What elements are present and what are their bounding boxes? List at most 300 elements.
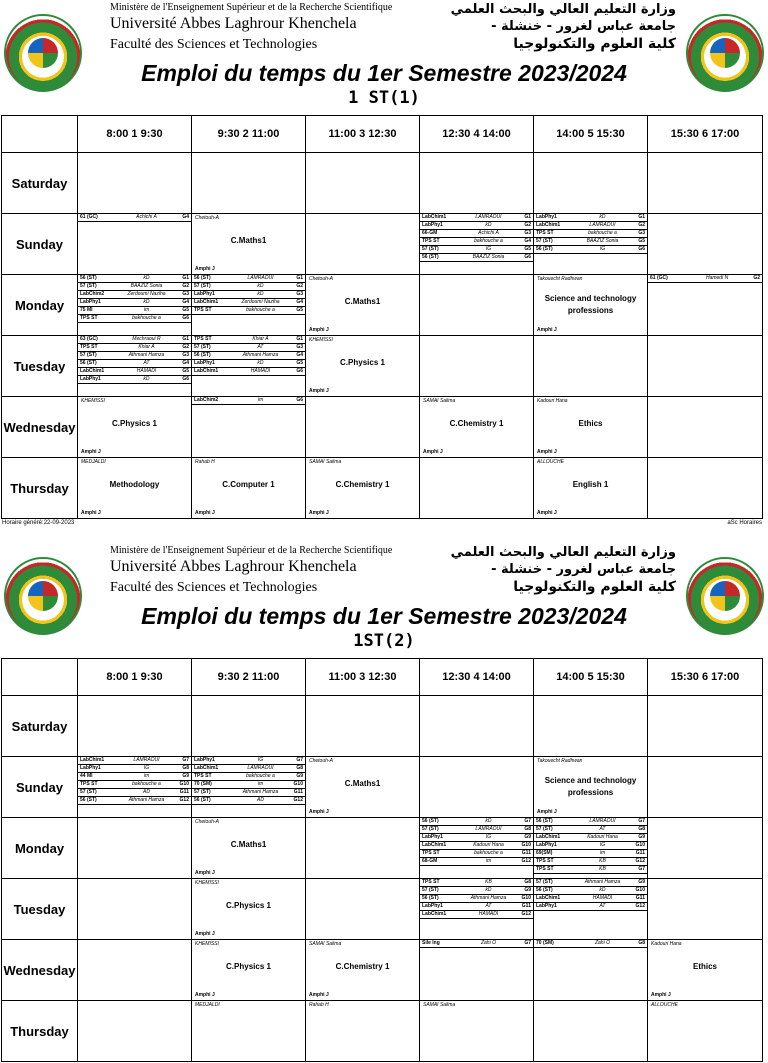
session-line [192, 352, 305, 360]
session-teacher: bakhouche a [246, 773, 275, 779]
session-teacher: Hamedi N [705, 275, 729, 281]
room-name: Amphi J [81, 510, 101, 516]
session-group: G8 [182, 765, 189, 771]
session-teacher: AD [257, 797, 264, 803]
session-group: G12 [521, 858, 531, 864]
cell-content [192, 397, 305, 457]
cell-content [534, 940, 647, 1000]
session-group: G12 [521, 911, 531, 917]
session-line [192, 275, 305, 283]
cell-content [306, 940, 419, 1000]
timetable-cell [534, 275, 648, 336]
cell-content [192, 214, 305, 274]
session-group: G8 [524, 826, 531, 832]
cell-content [648, 818, 762, 878]
session-line [78, 307, 191, 315]
session-group: G7 [524, 818, 531, 824]
session-line [192, 397, 305, 405]
session-teacher: BAAZIZ Sonia [130, 283, 163, 289]
day-label: Wednesday [2, 940, 78, 1001]
time-slot-header: 8:00 1 9:30 [78, 659, 192, 696]
cell-content [420, 1001, 533, 1061]
cell-content [420, 153, 533, 213]
header-row [2, 659, 763, 696]
teacher-name: MEDJALDI [81, 459, 106, 465]
session-teacher: IG [599, 842, 606, 848]
session-teacher: kD [143, 376, 150, 382]
course-name: C.Physics 1 [340, 358, 385, 367]
session-teacher: Khiar A [252, 336, 269, 342]
session-line [192, 360, 305, 368]
timetable-cell [648, 818, 763, 879]
teacher-name: Chetouh-A [195, 215, 219, 221]
timetable-cell [78, 757, 192, 818]
session-room: LabChim1 [194, 368, 219, 374]
cell-content [648, 336, 762, 396]
cell-content [420, 336, 533, 396]
session-line [192, 797, 305, 805]
session-room: 56 (ST) [536, 246, 553, 252]
session-teacher: im [599, 850, 606, 856]
timetable-cell [78, 879, 192, 940]
cell-content [306, 214, 419, 274]
day-row [2, 879, 763, 940]
session-group: G2 [182, 283, 189, 289]
session-teacher: AT [599, 826, 606, 832]
session-group: G4 [182, 299, 189, 305]
teacher-name: Kadouri Hana [651, 941, 682, 947]
timetable-cell [78, 818, 192, 879]
session-group: G4 [182, 214, 189, 220]
session-room: LabChim1 [422, 214, 447, 220]
ministry-fr: Ministère de l'Enseignement Supérieur et de la Recherche Scientifique [110, 545, 393, 556]
session-line [534, 222, 647, 230]
timetable-cell [420, 818, 534, 879]
time-slot-header: 12:30 4 14:00 [420, 659, 534, 696]
session-group: G7 [182, 757, 189, 763]
day-row [2, 696, 763, 757]
session-teacher: LAMRAOUI [475, 826, 502, 832]
session-room: LabPhy1 [422, 834, 443, 840]
session-group: G7 [524, 940, 531, 946]
session-group: G6 [638, 246, 645, 252]
cell-content [534, 757, 647, 817]
session-group: G10 [521, 895, 531, 901]
cell-content [534, 336, 647, 396]
session-room: 56 (ST) [194, 352, 211, 358]
session-room: TPS ST [80, 781, 98, 787]
session-teacher: KB [599, 858, 606, 864]
session-room: LabChim1 [422, 842, 447, 848]
group-sessions [192, 757, 305, 805]
teacher-name: KHEMISSI [195, 880, 219, 886]
session-line [534, 887, 647, 895]
room-name: Amphi J [195, 510, 215, 516]
timetable-cell [192, 818, 306, 879]
cell-content [306, 818, 419, 878]
day-row [2, 1001, 763, 1062]
session-group: G1 [182, 275, 189, 281]
session-line [78, 781, 191, 789]
cell-content [78, 153, 191, 213]
session-teacher: kD [257, 291, 264, 297]
timetable-cell [420, 940, 534, 1001]
session-teacher: Zerdoumi Naziha [241, 299, 280, 305]
course-name: C.Physics 1 [226, 901, 271, 910]
timetable-cell [420, 696, 534, 757]
room-name: Amphi J [309, 327, 329, 333]
timetable-cell [78, 336, 192, 397]
session-group: G5 [296, 360, 303, 366]
group-sessions [648, 275, 762, 283]
session-teacher: KB [485, 879, 492, 885]
group-sessions [420, 879, 533, 919]
session-teacher: BAAZIZ Sonia [472, 254, 505, 260]
session-line [192, 283, 305, 291]
session-teacher: Athmani Hamza [128, 797, 165, 803]
timetable-cell [192, 757, 306, 818]
session-room: LabPhy1 [194, 757, 215, 763]
timetable-cell [192, 940, 306, 1001]
course-name: C.Maths1 [230, 840, 267, 849]
cell-content [648, 397, 762, 457]
session-room: 70 (SM) [194, 781, 212, 787]
session-group: G12 [635, 858, 645, 864]
session-line [534, 866, 647, 874]
session-teacher: kD [143, 299, 150, 305]
cell-content [648, 458, 762, 518]
timetable-cell [534, 940, 648, 1001]
session-group: G9 [524, 887, 531, 893]
day-label: Thursday [2, 1001, 78, 1062]
day-row [2, 818, 763, 879]
day-row [2, 336, 763, 397]
session-room: TPS ST [536, 866, 554, 872]
ministry-ar: وزارة التعليم العالي والبحث العلمي [450, 2, 676, 17]
timetable-cell [306, 757, 420, 818]
session-line [534, 826, 647, 834]
session-room: 75 MI [80, 307, 93, 313]
cell-content [192, 1001, 305, 1061]
section-name: 1ST(2) [353, 631, 415, 651]
timetable-cell [420, 458, 534, 519]
cell-content [306, 696, 419, 756]
group-sessions [78, 336, 191, 384]
group-sessions [78, 275, 191, 323]
session-room: 57 (ST) [536, 826, 553, 832]
session-line [420, 214, 533, 222]
session-teacher: im [143, 307, 150, 313]
ministry-ar: وزارة التعليم العالي والبحث العلمي [450, 545, 676, 560]
timetable-page [0, 543, 768, 1063]
session-group: G1 [638, 214, 645, 220]
session-line [420, 818, 533, 826]
session-teacher: kD [485, 818, 492, 824]
session-group: G2 [638, 222, 645, 228]
session-line [78, 291, 191, 299]
session-group: G8 [638, 826, 645, 832]
session-room: LabChim1 [536, 222, 561, 228]
session-teacher: Zahi O [480, 940, 496, 946]
session-line [78, 214, 191, 222]
cell-content [306, 275, 419, 335]
timetable-cell [648, 696, 763, 757]
group-sessions [192, 397, 305, 405]
session-teacher: LAMRAOUI [133, 757, 160, 763]
session-teacher: HAMADI [250, 368, 271, 374]
session-line [192, 336, 305, 344]
cell-content [78, 757, 191, 817]
university-ar: جامعة عباس لغرور - خنشلة - [491, 562, 676, 577]
course-name: Ethics [692, 962, 717, 971]
university-fr: Université Abbes Laghrour Khenchela [110, 15, 357, 32]
session-teacher: Kadouri Hana [473, 842, 504, 848]
session-teacher: KB [599, 866, 606, 872]
room-name: Amphi J [195, 266, 215, 272]
session-line [534, 834, 647, 842]
session-group: G6 [524, 254, 531, 260]
course-name: C.Maths1 [230, 236, 267, 245]
session-group: G12 [179, 797, 189, 803]
day-row [2, 940, 763, 1001]
session-line [534, 214, 647, 222]
timetable-grid [1, 115, 763, 519]
session-teacher: LAMRAOUI [247, 275, 274, 281]
timetable-cell [420, 153, 534, 214]
timetable-cell [648, 879, 763, 940]
timetable-cell [192, 275, 306, 336]
session-line [534, 903, 647, 911]
session-teacher: Athmani Hamza [242, 352, 279, 358]
room-name: Amphi J [309, 388, 329, 394]
session-group: G10 [635, 887, 645, 893]
session-line [420, 246, 533, 254]
group-sessions [534, 818, 647, 874]
session-group: G4 [296, 299, 303, 305]
session-teacher: im [257, 397, 264, 403]
time-slot-header: 9:30 2 11:00 [192, 116, 306, 153]
session-line [78, 352, 191, 360]
session-group: G8 [638, 940, 645, 946]
room-name: Amphi J [537, 809, 557, 815]
session-teacher: im [485, 858, 492, 864]
cell-content [192, 696, 305, 756]
faculty-fr: Faculté des Sciences et Technologies [110, 37, 318, 52]
session-group: G1 [182, 336, 189, 342]
timetable-cell [648, 153, 763, 214]
timetable-cell [78, 275, 192, 336]
timetable-cell [192, 1001, 306, 1062]
session-group: G1 [524, 214, 531, 220]
session-group: G2 [524, 222, 531, 228]
session-group: G4 [296, 352, 303, 358]
session-room: TPS ST [80, 315, 98, 321]
session-teacher: bakhouche a [246, 307, 275, 313]
course-name: C.Maths1 [344, 779, 381, 788]
university-fr: Université Abbes Laghrour Khenchela [110, 558, 357, 575]
cell-content [534, 275, 647, 335]
session-group: G8 [524, 879, 531, 885]
teacher-name: Takouecht Radhwan [537, 758, 583, 764]
session-line [420, 858, 533, 866]
session-group: G9 [524, 834, 531, 840]
timetable-cell [534, 458, 648, 519]
cell-content [534, 696, 647, 756]
course-name: Methodology [109, 480, 160, 489]
session-group: G7 [638, 866, 645, 872]
session-group: G12 [635, 903, 645, 909]
day-label: Saturday [2, 696, 78, 757]
course-name: C.Chemistry 1 [449, 419, 504, 428]
page-header [0, 543, 768, 658]
day-label: Tuesday [2, 336, 78, 397]
session-line [192, 307, 305, 315]
room-name: Amphi J [309, 809, 329, 815]
session-group: G6 [296, 368, 303, 374]
teacher-name: Rahab H [195, 459, 215, 465]
day-label: Wednesday [2, 397, 78, 458]
timetable-page [0, 0, 768, 526]
session-room: 56 (ST) [536, 818, 553, 824]
session-line [192, 299, 305, 307]
session-room: 57 (ST) [536, 879, 553, 885]
timetable-cell [192, 458, 306, 519]
cell-content [534, 397, 647, 457]
session-group: G2 [296, 283, 303, 289]
session-room: 57 (ST) [422, 246, 439, 252]
session-teacher: LAMRAOUI [475, 214, 502, 220]
cell-content [306, 757, 419, 817]
session-line [420, 222, 533, 230]
page-title: Emploi du temps du 1er Semestre 2023/2024 [141, 603, 627, 629]
session-teacher: AT [143, 360, 150, 366]
room-name: Amphi J [195, 992, 215, 998]
session-line [192, 773, 305, 781]
session-room: LabPhy1 [194, 360, 215, 366]
group-sessions [420, 214, 533, 262]
timetable-cell [534, 1001, 648, 1062]
session-group: G10 [179, 781, 189, 787]
session-teacher: bakhouche a [132, 315, 161, 321]
day-label: Monday [2, 275, 78, 336]
cell-content [78, 1001, 191, 1061]
session-room: TPS ST [194, 307, 212, 313]
timetable-cell [534, 879, 648, 940]
session-teacher: LAMRAOUI [589, 818, 616, 824]
teacher-name: SAMAI Salima [309, 459, 342, 465]
session-group: G6 [296, 397, 303, 403]
session-group: G3 [524, 230, 531, 236]
session-teacher: kD [599, 887, 606, 893]
session-teacher: kD [485, 222, 492, 228]
session-group: G9 [182, 773, 189, 779]
cell-content [78, 275, 191, 335]
session-teacher: Khiar A [138, 344, 155, 350]
timetable-cell [192, 336, 306, 397]
group-sessions [192, 275, 305, 315]
session-group: G5 [182, 307, 189, 313]
session-line [78, 368, 191, 376]
timetable-cell [306, 879, 420, 940]
session-line [78, 299, 191, 307]
session-line [534, 842, 647, 850]
session-group: G6 [182, 376, 189, 382]
session-room: Sile Ing [422, 940, 440, 946]
session-teacher: AT [599, 903, 606, 909]
session-teacher: IG [143, 765, 150, 771]
session-teacher: BAAZIZ Sonia [586, 238, 619, 244]
generated-date: Horaire généré:22-09-2023 [2, 520, 75, 526]
session-room: 63 (GC) [80, 336, 98, 342]
session-line [534, 879, 647, 887]
session-line [420, 911, 533, 919]
day-row [2, 153, 763, 214]
room-name: Amphi J [309, 992, 329, 998]
session-group: G11 [521, 903, 531, 909]
session-room: LabPhy1 [536, 214, 557, 220]
session-line [420, 826, 533, 834]
university-ar: جامعة عباس لغرور - خنشلة - [491, 19, 676, 34]
session-room: 66-GM [422, 230, 438, 236]
session-group: G10 [521, 842, 531, 848]
session-teacher: HAMADI [592, 895, 613, 901]
timetable-cell [534, 757, 648, 818]
session-line [78, 344, 191, 352]
session-room: 56 (ST) [194, 797, 211, 803]
cell-content [648, 214, 762, 274]
session-room: 57 (ST) [80, 352, 97, 358]
course-name: C.Computer 1 [222, 480, 275, 489]
timetable-cell [306, 275, 420, 336]
session-line [192, 765, 305, 773]
day-row [2, 458, 763, 519]
session-room: LabChim2 [80, 291, 105, 297]
timetable-cell [192, 879, 306, 940]
cell-content [534, 214, 647, 274]
session-line [192, 368, 305, 376]
course-name: C.Chemistry 1 [335, 962, 390, 971]
cell-content [78, 879, 191, 939]
session-group: G3 [296, 344, 303, 350]
timetable-cell [306, 458, 420, 519]
day-label: Tuesday [2, 879, 78, 940]
cell-content [534, 818, 647, 878]
session-room: LabPhy1 [536, 842, 557, 848]
session-teacher: HAMADI [478, 911, 499, 917]
timetable-cell [648, 1001, 763, 1062]
session-teacher: Athmani Hamza [128, 352, 165, 358]
cell-content [648, 275, 762, 335]
session-group: G1 [296, 336, 303, 342]
cell-content [192, 458, 305, 518]
teacher-name: SAMAI Salima [309, 941, 342, 947]
timetable-cell [420, 275, 534, 336]
session-room: LabChim1 [536, 895, 561, 901]
teacher-name: MEDJALDI [195, 1002, 220, 1008]
session-room: 56 (ST) [536, 887, 553, 893]
cell-content [192, 940, 305, 1000]
day-row [2, 397, 763, 458]
teacher-name: Chetouh-A [309, 758, 333, 764]
session-group: G11 [635, 850, 645, 856]
session-line [420, 879, 533, 887]
session-room: LabChim1 [422, 911, 447, 917]
cell-content [78, 458, 191, 518]
timetable-cell [78, 153, 192, 214]
session-line [420, 254, 533, 262]
session-group: G9 [296, 773, 303, 779]
teacher-name: ALLOUCHE [651, 1002, 678, 1008]
